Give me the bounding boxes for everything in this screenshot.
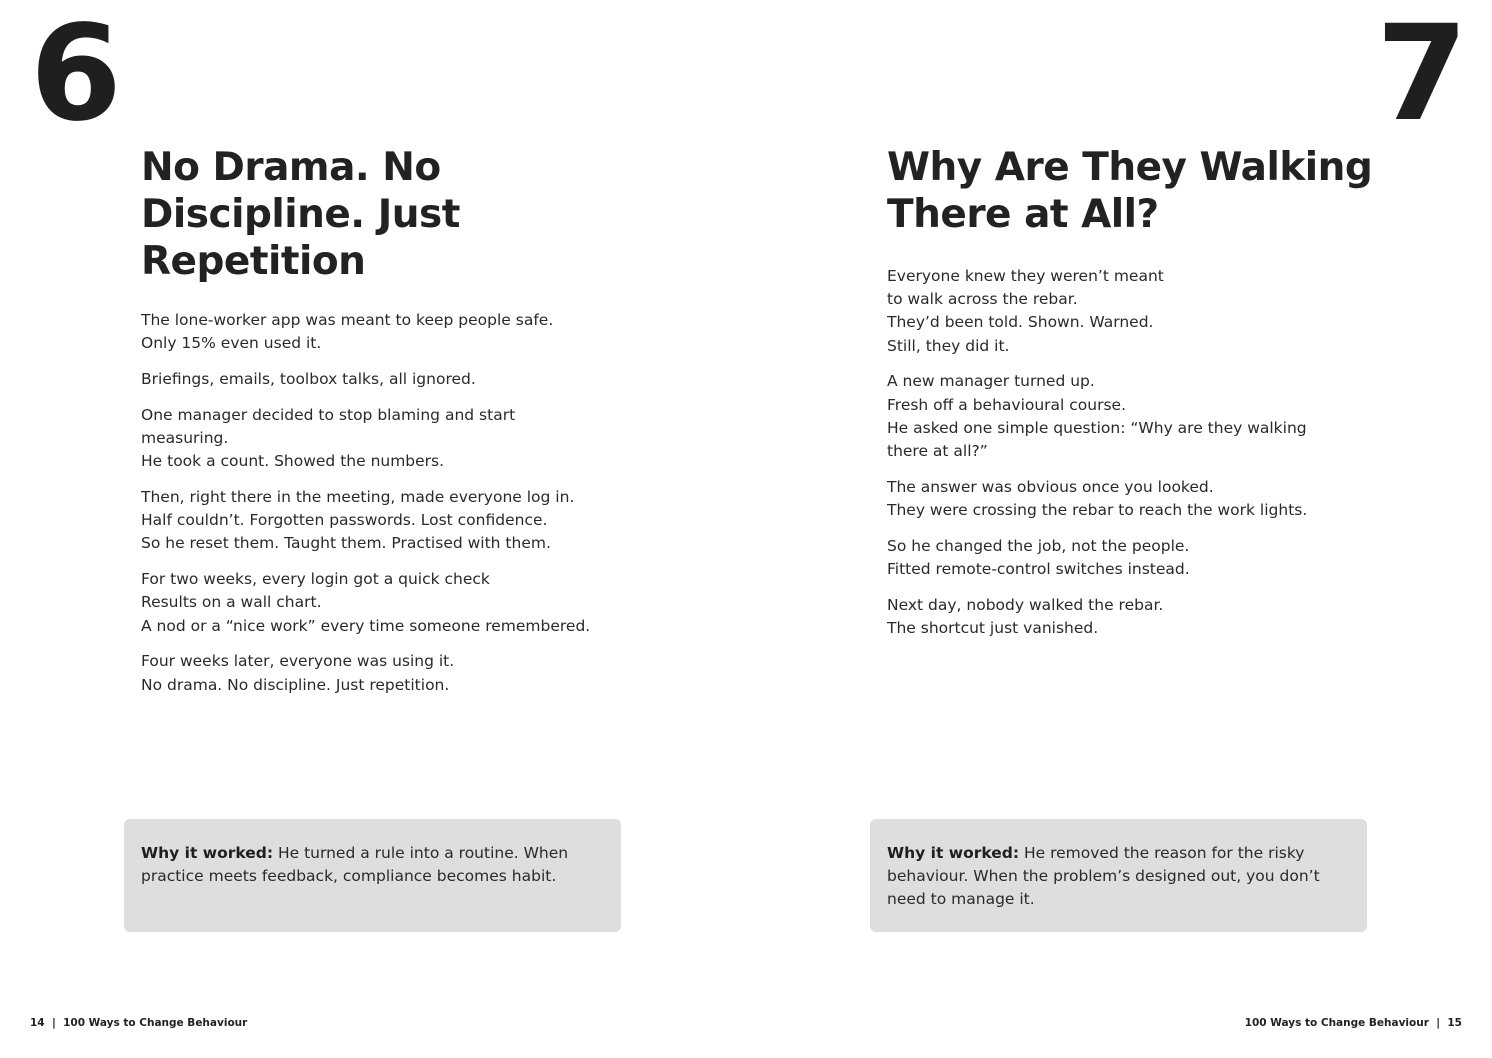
paragraph	[141, 568, 621, 638]
text-line: So he changed the job, not the people.	[887, 536, 1190, 555]
right-page	[746, 0, 1492, 1058]
text-line: They’d been told. Shown. Warned.	[887, 313, 1154, 332]
text-line: Still, they did it.	[887, 336, 1010, 355]
paragraph	[141, 486, 621, 556]
page-number: 15	[1447, 1017, 1462, 1029]
text-line: He asked one simple question: “Why are they walking there at all?”	[887, 418, 1307, 461]
callout-lead: Why it worked:	[141, 844, 274, 862]
chapter-number: 6	[30, 0, 118, 151]
page-title: Why Are They Walking There at All?	[887, 145, 1373, 237]
why-it-worked-callout	[870, 819, 1367, 932]
body-text	[887, 265, 1357, 653]
text-line: Results on a wall chart.	[141, 593, 322, 612]
text-line: Only 15% even used it.	[141, 334, 322, 353]
text-line: For two weeks, every login got a quick check	[141, 570, 490, 589]
paragraph	[887, 535, 1357, 581]
text-line: He took a count. Showed the numbers.	[141, 452, 445, 471]
paragraph	[141, 309, 621, 355]
text-line: Then, right there in the meeting, made everyone log in.	[141, 488, 575, 506]
text-line: The answer was obvious once you looked.	[887, 477, 1214, 496]
text-line: One manager decided to stop blaming and start measuring.	[141, 405, 516, 447]
paragraph	[887, 594, 1357, 640]
paragraph	[887, 370, 1327, 463]
text-line: Fresh off a behavioural course.	[887, 395, 1127, 414]
page-footer	[30, 1017, 247, 1029]
text-line: A new manager turned up.	[887, 372, 1095, 391]
chapter-number: 7	[1376, 0, 1464, 151]
paragraph	[141, 368, 621, 391]
text-line: Half couldn’t. Forgotten passwords. Lost confidence.	[141, 511, 548, 530]
paragraph	[141, 404, 561, 474]
book-title: 100 Ways to Change Behaviour	[63, 1017, 248, 1029]
text-line: Fitted remote-control switches instead.	[887, 560, 1190, 579]
text-line: Four weeks later, everyone was using it.	[141, 652, 455, 671]
page-footer	[1245, 1017, 1462, 1029]
text-line: A nod or a “nice work” every time someone remembered.	[141, 616, 591, 635]
why-it-worked-callout	[124, 819, 621, 932]
page-title: No Drama. No Discipline. Just Repetition	[141, 145, 460, 284]
text-line: So he reset them. Taught them. Practised with them.	[141, 534, 551, 553]
callout-lead: Why it worked:	[887, 844, 1020, 862]
paragraph	[887, 476, 1357, 522]
text-line: to walk across the rebar.	[887, 290, 1078, 309]
page-number: 14	[30, 1017, 45, 1029]
paragraph	[887, 265, 1357, 358]
callout-text: He turned a rule into a routine. When practice meets feedback, compliance becomes habit.	[141, 844, 569, 886]
text-line: Everyone knew they weren’t meant	[887, 267, 1164, 285]
footer-separator: |	[51, 1017, 56, 1029]
callout-text: He removed the reason for the risky behaviour. When the problem’s designed out, you don’t need to manage it.	[887, 844, 1320, 909]
text-line: They were crossing the rebar to reach the work lights.	[887, 501, 1308, 520]
text-line: Next day, nobody walked the rebar.	[887, 595, 1164, 614]
book-title: 100 Ways to Change Behaviour	[1244, 1017, 1429, 1029]
text-line: Briefings, emails, toolbox talks, all ignored.	[141, 370, 476, 388]
text-line: No drama. No discipline. Just repetition.	[141, 675, 450, 694]
text-line: The lone-worker app was meant to keep people safe.	[141, 311, 554, 329]
paragraph	[141, 650, 621, 696]
text-line: The shortcut just vanished.	[887, 619, 1099, 638]
footer-separator: |	[1436, 1017, 1441, 1029]
body-text	[141, 309, 621, 709]
